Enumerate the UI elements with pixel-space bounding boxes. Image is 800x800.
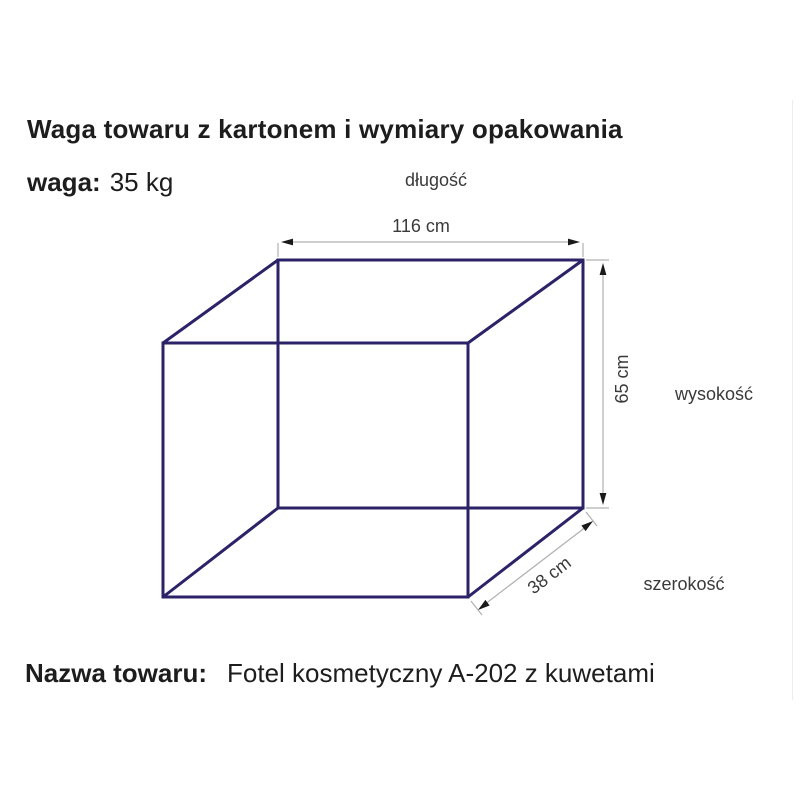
page-title: Waga towaru z kartonem i wymiary opakowania [27, 114, 623, 144]
box-wireframe [163, 260, 583, 597]
box-front-face [163, 343, 468, 597]
product-name-value: Fotel kosmetyczny A-202 z kuwetami [227, 658, 655, 688]
box-back-face [278, 260, 583, 508]
arrowhead-left [281, 239, 293, 246]
height-value: 65 cm [612, 354, 632, 404]
product-name-label: Nazwa towaru: [25, 658, 208, 688]
width-name: szerokość [643, 574, 725, 594]
box-depth-edge-top-left [163, 260, 278, 343]
weight-value: 35 kg [109, 167, 174, 197]
width-value: 38 cm [523, 552, 575, 599]
arrowhead-right [568, 239, 580, 246]
length-dimension [278, 170, 583, 257]
arrowhead-down [600, 493, 607, 505]
box-depth-edge-bottom-left [163, 508, 278, 597]
weight-label: waga: [27, 167, 101, 197]
box-depth-edge-top-right [468, 260, 583, 343]
length-value: 116 cm [392, 216, 450, 236]
arrowhead-up [600, 263, 607, 275]
height-name: wysokość [674, 384, 754, 404]
content-right-border [792, 100, 793, 700]
length-name: długość [404, 170, 468, 190]
height-dimension [586, 260, 753, 508]
product-name-line [25, 658, 655, 689]
